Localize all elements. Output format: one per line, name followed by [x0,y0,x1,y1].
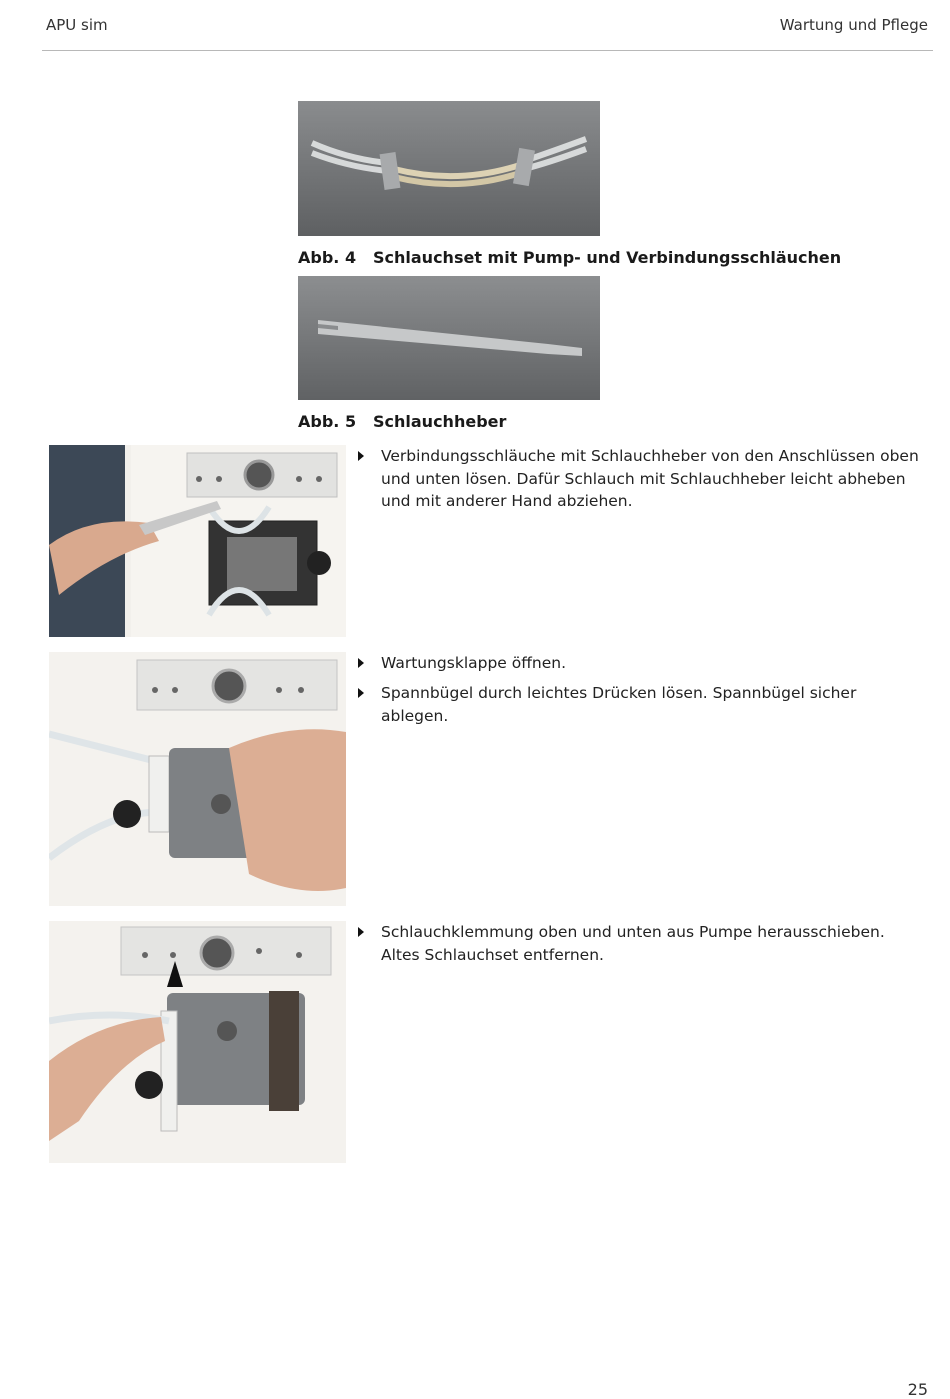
page-number: 25 [907,1380,928,1399]
step-text: Verbindungsschläuche mit Schlauchheber von den Anschlüssen oben und unten lösen. Dafür Schlauch mit Schlauchheber leicht abheben und mit anderer Hand abziehen. [381,447,919,510]
step-text: Wartungsklappe öffnen. [381,654,567,672]
tube-lifter-photo [298,276,600,400]
triangle-bullet-icon [358,927,364,937]
triangle-bullet-icon [358,658,364,668]
figure-caption-5 [298,412,506,431]
triangle-bullet-icon [358,451,364,461]
figure-number: Abb. 4 [298,248,357,267]
step-photo-open-flap [49,652,346,906]
step-item [358,921,928,966]
figure-title: Schlauchset mit Pump- und Verbindungsschläuchen [373,248,842,267]
step-item [358,682,928,727]
step-photo-disconnect-tubes [49,445,346,637]
figure-title: Schlauchheber [373,412,507,431]
header-divider [42,50,933,51]
step-item [358,445,928,513]
step-text: Spannbügel durch leichtes Drücken lösen. Spannbügel sicher ablegen. [381,684,857,725]
figure-number: Abb. 5 [298,412,357,431]
triangle-bullet-icon [358,688,364,698]
step-item [358,652,928,675]
figure-caption-4 [298,248,841,267]
step-text: Schlauchklemmung oben und unten aus Pumpe herausschieben. Altes Schlauchset entfernen. [381,923,885,964]
tube-set-photo [298,101,600,236]
header-section-title: Wartung und Pflege [779,16,928,34]
step-photo-remove-clamps [49,921,346,1163]
header-product-name: APU sim [46,16,108,34]
